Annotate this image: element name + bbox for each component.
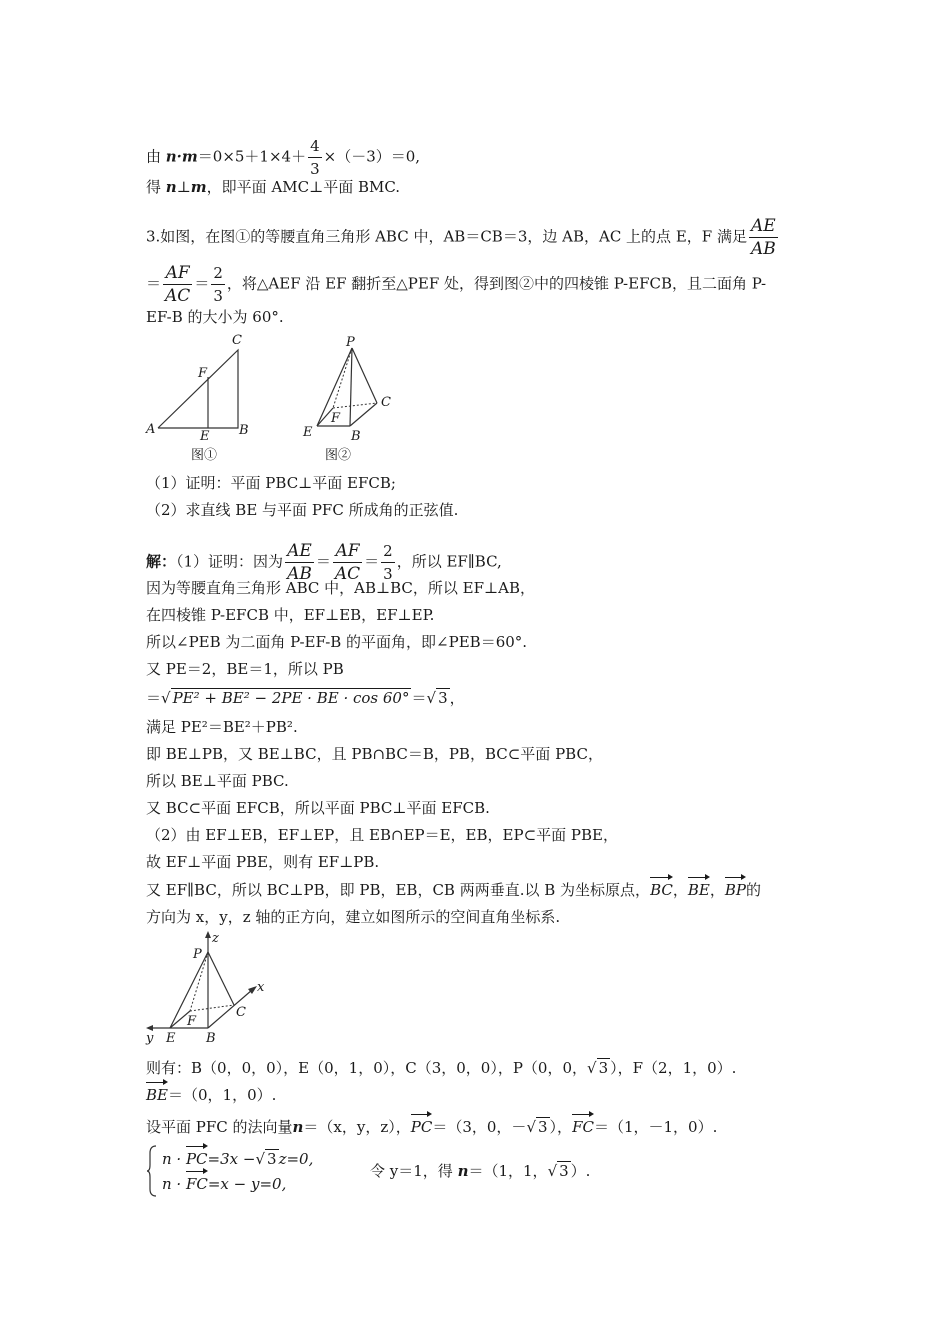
numerator: AE: [285, 540, 314, 563]
solution-line-12: [146, 852, 379, 872]
text: ＝（3，0，－: [432, 1118, 527, 1136]
vector-bp: BP: [724, 881, 746, 899]
fraction: [163, 262, 192, 307]
triangle-abc: [158, 350, 238, 428]
text: ⊥: [176, 178, 191, 196]
solution-line-4: [146, 632, 527, 652]
figure-caption: 图②: [325, 448, 352, 463]
vector-fc: FC: [185, 1175, 208, 1193]
label-y: y: [146, 1031, 154, 1046]
text: =3x −: [207, 1150, 256, 1168]
figure-1-triangle: [140, 330, 270, 469]
axis-z-arrow: [205, 931, 211, 938]
problem-3-end: [146, 307, 284, 327]
text: ，: [672, 881, 688, 899]
numerator: AF: [163, 262, 192, 285]
denominator: AB: [287, 564, 312, 584]
text: ，: [709, 881, 725, 899]
label-e: E: [166, 1031, 176, 1046]
fraction: [211, 262, 225, 307]
text: 方向为 x，y，z 轴的正方向，建立如图所示的空间直角坐标系.: [146, 908, 561, 926]
text: 又 PE＝2，BE＝1，所以 PB: [146, 660, 344, 678]
line-dot-product: [146, 135, 420, 180]
solution-line-8: [146, 744, 603, 764]
solution-line-11: [146, 825, 618, 845]
normal-vector-result: [370, 1161, 590, 1181]
vector-fc: FC: [572, 1118, 594, 1136]
problem-3-cont: [146, 262, 766, 307]
solution-line-5: [146, 659, 344, 679]
text: 故 EF⊥平面 PBE，则有 EF⊥PB.: [146, 853, 380, 871]
text: （1）证明：平面 PBC⊥平面 EFCB;: [146, 474, 396, 492]
solution-line-3: [146, 605, 434, 625]
label-e: E: [303, 425, 313, 440]
equation-2: [162, 1174, 286, 1194]
numerator: 4: [308, 135, 322, 158]
denominator: 3: [213, 287, 223, 305]
text: ＝: [194, 274, 210, 293]
numerator: AE: [749, 215, 778, 238]
numerator: AF: [333, 540, 362, 563]
solution-line-6: [146, 688, 465, 708]
numerator: 2: [211, 262, 225, 285]
text: 得: [146, 178, 166, 196]
label-e: E: [200, 429, 210, 444]
text: ＝（1，1，: [468, 1162, 548, 1180]
text: m: [190, 178, 207, 196]
label-c: C: [381, 395, 391, 410]
vector-be: BE: [146, 1086, 168, 1104]
text: ＝（x，y，z），: [303, 1118, 411, 1136]
denominator: AC: [334, 564, 361, 584]
text: 又 EF∥BC，所以 BC⊥PB，即 PB，EB，CB 两两垂直.以 B 为坐标原点，: [146, 881, 651, 899]
text: ＝0×5＋1×4＋: [197, 147, 307, 166]
text: ），: [549, 1118, 573, 1136]
vector-bc: BC: [650, 881, 673, 899]
label-f: F: [198, 366, 208, 381]
edge-bc: [350, 403, 377, 426]
edge-pc: [352, 348, 377, 403]
text: n ·: [162, 1175, 186, 1193]
radicand: 3: [598, 1059, 609, 1077]
vector-pc: PC: [185, 1150, 208, 1168]
radicand: 3: [267, 1150, 277, 1168]
label-b: B: [239, 423, 249, 438]
text: ＝: [364, 552, 380, 571]
text: ＝（0，1，0）.: [167, 1086, 277, 1104]
radicand: 3: [438, 689, 448, 707]
text: ＝: [146, 689, 162, 707]
sqrt-three: √ 3: [547, 1162, 569, 1180]
text: ，: [449, 689, 465, 707]
text: ，所以 EF∥BC,: [396, 552, 502, 571]
fraction: [308, 135, 322, 180]
text: 所以∠PEB 为二面角 P-EF-B 的平面角，即∠PEB＝60°.: [146, 633, 528, 651]
text: ），F（2，1，0）.: [610, 1059, 737, 1077]
solution-label: 解：: [146, 552, 177, 571]
text: n: [165, 178, 177, 196]
text: ＝（1，－1，0）.: [593, 1118, 718, 1136]
denominator: AB: [750, 239, 776, 259]
label-z: z: [212, 931, 219, 946]
text: 所以 BE⊥平面 PBC.: [146, 772, 289, 790]
text: EF-B 的大小为 60°.: [146, 308, 284, 326]
text: 则有：B（0，0，0），E（0，1，0），C（3，0，0），P（0，0，: [146, 1059, 588, 1077]
text: 满足 PE²＝BE²＋PB².: [146, 718, 298, 736]
text: （1）证明：因为: [176, 552, 284, 571]
edge-pf: [333, 348, 352, 408]
normal-vector-line: [146, 1117, 717, 1137]
label-a: A: [146, 422, 156, 437]
label-p: P: [346, 335, 355, 350]
edge-fc: [333, 403, 377, 408]
sqrt-three: √ 3: [426, 689, 448, 707]
numerator: 2: [381, 540, 395, 563]
solution-line-13: [146, 880, 761, 900]
fraction: [749, 215, 778, 260]
text: 即 BE⊥PB，又 BE⊥BC，且 PB∩BC＝B，PB，BC⊂平面 PBC，: [146, 745, 603, 763]
text: ，即平面 AMC⊥平面 BMC.: [206, 178, 401, 196]
figure-caption: 图①: [191, 448, 218, 463]
question-1: [146, 473, 396, 493]
line-perpendicular: [146, 177, 400, 197]
text: n ·: [162, 1150, 186, 1168]
denominator: 3: [310, 160, 320, 178]
problem-3-intro: [146, 215, 780, 260]
label-p: P: [193, 947, 202, 962]
vector-be-line: [146, 1085, 276, 1105]
label-b: B: [351, 429, 361, 444]
label-c: C: [232, 333, 242, 348]
denominator: 3: [383, 565, 393, 583]
denominator: AC: [165, 286, 191, 306]
text: ，将△AEF 沿 EF 翻折至△PEF 处，得到图②中的四棱锥 P-EFCB，且二面角 P-: [226, 274, 767, 293]
figure-2-pyramid: [295, 330, 405, 469]
text: （2）求直线 BE 与平面 PFC 所成角的正弦值.: [146, 501, 459, 519]
radicand: 3: [538, 1118, 548, 1136]
label-x: x: [257, 980, 265, 995]
text: n·m: [165, 147, 198, 166]
text: 的: [745, 881, 761, 899]
sqrt-three: √ 3: [526, 1118, 548, 1136]
text: 设平面 PFC 的法向量: [146, 1118, 293, 1136]
edge-fc: [190, 1005, 234, 1011]
text: 由: [146, 147, 166, 166]
question-2: [146, 500, 458, 520]
edge-pc: [208, 952, 234, 1005]
equation-1: [162, 1149, 313, 1169]
label-f: F: [331, 411, 341, 426]
text: n: [457, 1162, 469, 1180]
text: （2）由 EF⊥EB，EF⊥EP，且 EB∩EP＝E，EB，EP⊂平面 PBE，: [146, 826, 618, 844]
radicand: PE² + BE² − 2PE · BE · cos 60°: [172, 689, 410, 707]
label-f: F: [187, 1014, 197, 1029]
label-c: C: [236, 1005, 246, 1020]
text: ）.: [570, 1162, 591, 1180]
figure-3-coordinates: [140, 928, 280, 1054]
system-brace: [146, 1145, 158, 1197]
edge-pb: [350, 348, 352, 426]
text: 3.如图，在图①的等腰直角三角形 ABC 中，AB＝CB＝3，边 AB，AC 上的点 E，F 满足: [146, 227, 747, 246]
label-b: B: [206, 1031, 216, 1046]
vector-be: BE: [687, 881, 710, 899]
text: ＝: [315, 552, 331, 571]
text: 在四棱锥 P-EFCB 中，EF⊥EB，EF⊥EP.: [146, 606, 435, 624]
solution-line-14: [146, 907, 560, 927]
sqrt-expression: √ PE² + BE² − 2PE · BE · cos 60°: [161, 689, 410, 707]
text: ＝: [411, 689, 427, 707]
text: 又 BC⊂平面 EFCB，所以平面 PBC⊥平面 EFCB.: [146, 799, 490, 817]
vector-pc: PC: [410, 1118, 433, 1136]
text: n: [292, 1118, 304, 1136]
text: 因为等腰直角三角形 ABC 中，AB⊥BC，所以 EF⊥AB，: [146, 579, 535, 597]
solution-line-7: [146, 717, 298, 737]
text: =x − y=0,: [207, 1175, 287, 1193]
text: ＝: [146, 274, 162, 293]
coordinates-line: [146, 1058, 736, 1078]
radicand: 3: [559, 1162, 569, 1180]
sqrt-three: √ 3: [255, 1150, 277, 1168]
solution-line-2: [146, 578, 535, 598]
solution-line-10: [146, 798, 490, 818]
text: 令 y＝1，得: [370, 1162, 458, 1180]
text: z=0,: [278, 1150, 314, 1168]
text: ×（－3）＝0,: [323, 147, 421, 166]
sqrt-three: √ 3: [587, 1059, 609, 1077]
solution-line-9: [146, 771, 289, 791]
